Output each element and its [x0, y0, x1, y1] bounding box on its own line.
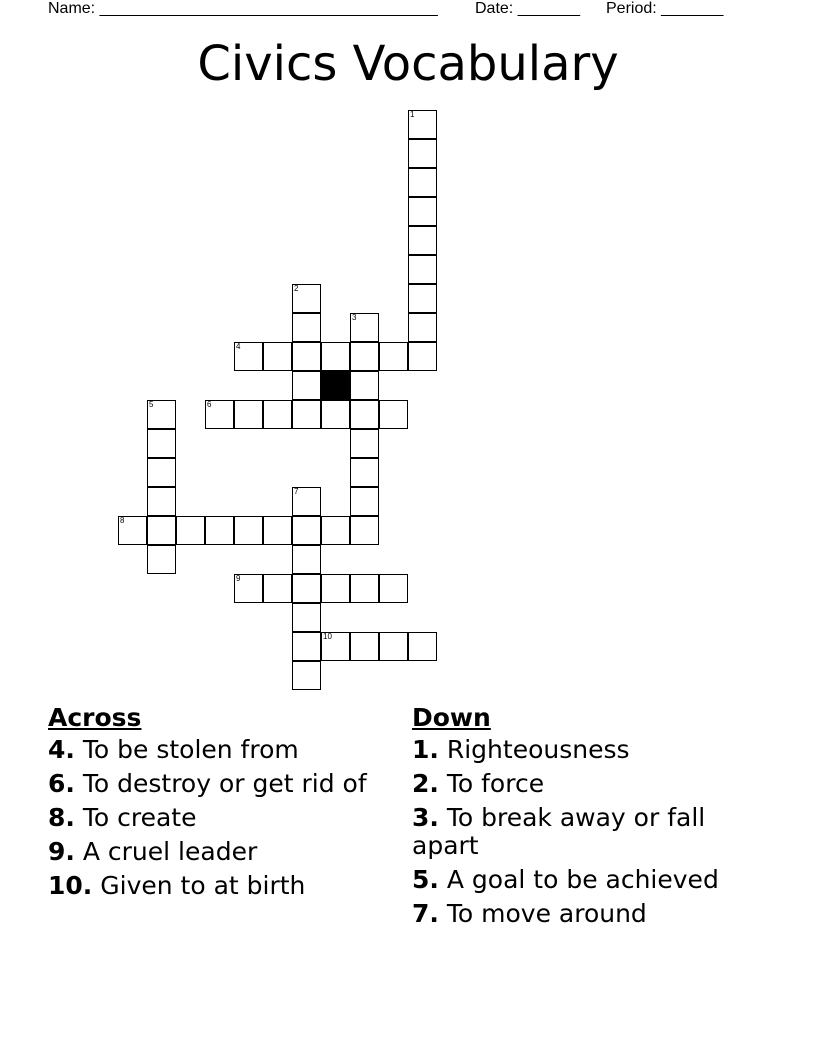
clue-number: 7. — [412, 899, 439, 928]
clue-number: 1. — [412, 735, 439, 764]
grid-cell[interactable] — [292, 516, 321, 545]
page-title: Civics Vocabulary — [197, 36, 619, 92]
period-field[interactable]: Period: _______ — [606, 0, 724, 17]
down-heading: Down — [412, 703, 491, 732]
clue-text: To destroy or get rid of — [82, 769, 367, 798]
clue-number: 8. — [48, 803, 75, 832]
across-clue — [48, 770, 368, 798]
grid-cell[interactable] — [350, 516, 379, 545]
clue-number-label: 10 — [323, 632, 332, 641]
clue-number: 9. — [48, 837, 75, 866]
grid-cell[interactable] — [350, 342, 379, 371]
clue-text: Given to at birth — [100, 871, 306, 900]
grid-cell[interactable] — [205, 516, 234, 545]
clue-number: 3. — [412, 803, 439, 832]
clue-text: To break away or fall apart — [412, 803, 706, 860]
down-clue — [412, 804, 742, 860]
grid-cell[interactable] — [292, 371, 321, 400]
grid-cell[interactable] — [408, 284, 437, 313]
grid-cell[interactable] — [321, 574, 350, 603]
clue-number-label: 8 — [120, 516, 125, 525]
grid-cell[interactable] — [408, 139, 437, 168]
grid-cell[interactable] — [292, 487, 321, 516]
across-clue — [48, 804, 368, 832]
grid-cell[interactable] — [350, 400, 379, 429]
grid-cell[interactable] — [321, 516, 350, 545]
grid-cell[interactable] — [147, 487, 176, 516]
grid-cell[interactable] — [379, 342, 408, 371]
down-clue — [412, 736, 742, 764]
date-field[interactable]: Date: _______ — [475, 0, 580, 17]
grid-cell[interactable] — [408, 226, 437, 255]
grid-cell[interactable] — [408, 197, 437, 226]
grid-cell[interactable] — [176, 516, 205, 545]
grid-cell[interactable] — [350, 574, 379, 603]
clue-number-label: 3 — [352, 313, 357, 322]
clue-number-label: 7 — [294, 487, 299, 496]
grid-cell[interactable] — [147, 400, 176, 429]
grid-cell[interactable] — [234, 516, 263, 545]
grid-cell[interactable] — [408, 255, 437, 284]
clue-text: A cruel leader — [82, 837, 258, 866]
grid-cell[interactable] — [321, 632, 350, 661]
clue-number-label: 9 — [236, 574, 241, 583]
down-clue-list — [412, 736, 742, 934]
grid-cell[interactable] — [379, 632, 408, 661]
name-field[interactable]: Name: ______________________________________ — [48, 0, 438, 17]
grid-cell[interactable] — [350, 313, 379, 342]
clue-text: A goal to be achieved — [446, 865, 719, 894]
grid-cell[interactable] — [292, 545, 321, 574]
grid-cell[interactable] — [263, 342, 292, 371]
clue-number: 5. — [412, 865, 439, 894]
grid-cell[interactable] — [147, 516, 176, 545]
grid-cell[interactable] — [379, 574, 408, 603]
across-heading: Across — [48, 703, 142, 732]
grid-cell[interactable] — [263, 400, 292, 429]
down-clue — [412, 770, 742, 798]
clue-text: To create — [82, 803, 197, 832]
clue-text: To be stolen from — [82, 735, 299, 764]
grid-cell[interactable] — [147, 429, 176, 458]
grid-cell[interactable] — [205, 400, 234, 429]
grid-cell[interactable] — [234, 400, 263, 429]
grid-cell[interactable] — [292, 342, 321, 371]
grid-cell[interactable] — [292, 661, 321, 690]
across-clue — [48, 736, 368, 764]
grid-cell[interactable] — [408, 632, 437, 661]
across-clue-list — [48, 736, 368, 906]
clue-number: 6. — [48, 769, 75, 798]
grid-cell[interactable] — [408, 110, 437, 139]
grid-cell[interactable] — [350, 371, 379, 400]
grid-cell[interactable] — [292, 313, 321, 342]
grid-block — [321, 371, 350, 400]
grid-cell[interactable] — [292, 284, 321, 313]
clue-number-label: 4 — [236, 342, 241, 351]
clue-number-label: 1 — [410, 110, 415, 119]
grid-cell[interactable] — [321, 342, 350, 371]
grid-cell[interactable] — [408, 168, 437, 197]
grid-cell[interactable] — [321, 400, 350, 429]
grid-cell[interactable] — [350, 458, 379, 487]
grid-cell[interactable] — [292, 400, 321, 429]
grid-cell[interactable] — [350, 429, 379, 458]
grid-cell[interactable] — [234, 342, 263, 371]
clue-number-label: 2 — [294, 284, 299, 293]
clue-text: To force — [446, 769, 545, 798]
across-clue — [48, 838, 368, 866]
down-clue — [412, 866, 742, 894]
clue-text: Righteousness — [446, 735, 630, 764]
grid-cell[interactable] — [379, 400, 408, 429]
clue-number: 10. — [48, 871, 93, 900]
clue-number-label: 5 — [149, 400, 154, 409]
grid-cell[interactable] — [292, 632, 321, 661]
clue-number: 2. — [412, 769, 439, 798]
down-clue — [412, 900, 742, 928]
grid-cell[interactable] — [408, 342, 437, 371]
grid-cell[interactable] — [292, 574, 321, 603]
grid-cell[interactable] — [263, 516, 292, 545]
grid-cell[interactable] — [408, 313, 437, 342]
grid-cell[interactable] — [350, 487, 379, 516]
grid-cell[interactable] — [292, 603, 321, 632]
clue-number-label: 6 — [207, 400, 212, 409]
clue-number: 4. — [48, 735, 75, 764]
grid-cell[interactable] — [118, 516, 147, 545]
grid-cell[interactable] — [147, 545, 176, 574]
clue-text: To move around — [446, 899, 647, 928]
across-clue — [48, 872, 368, 900]
grid-cell[interactable] — [263, 574, 292, 603]
grid-cell[interactable] — [234, 574, 263, 603]
grid-cell[interactable] — [350, 632, 379, 661]
grid-cell[interactable] — [147, 458, 176, 487]
